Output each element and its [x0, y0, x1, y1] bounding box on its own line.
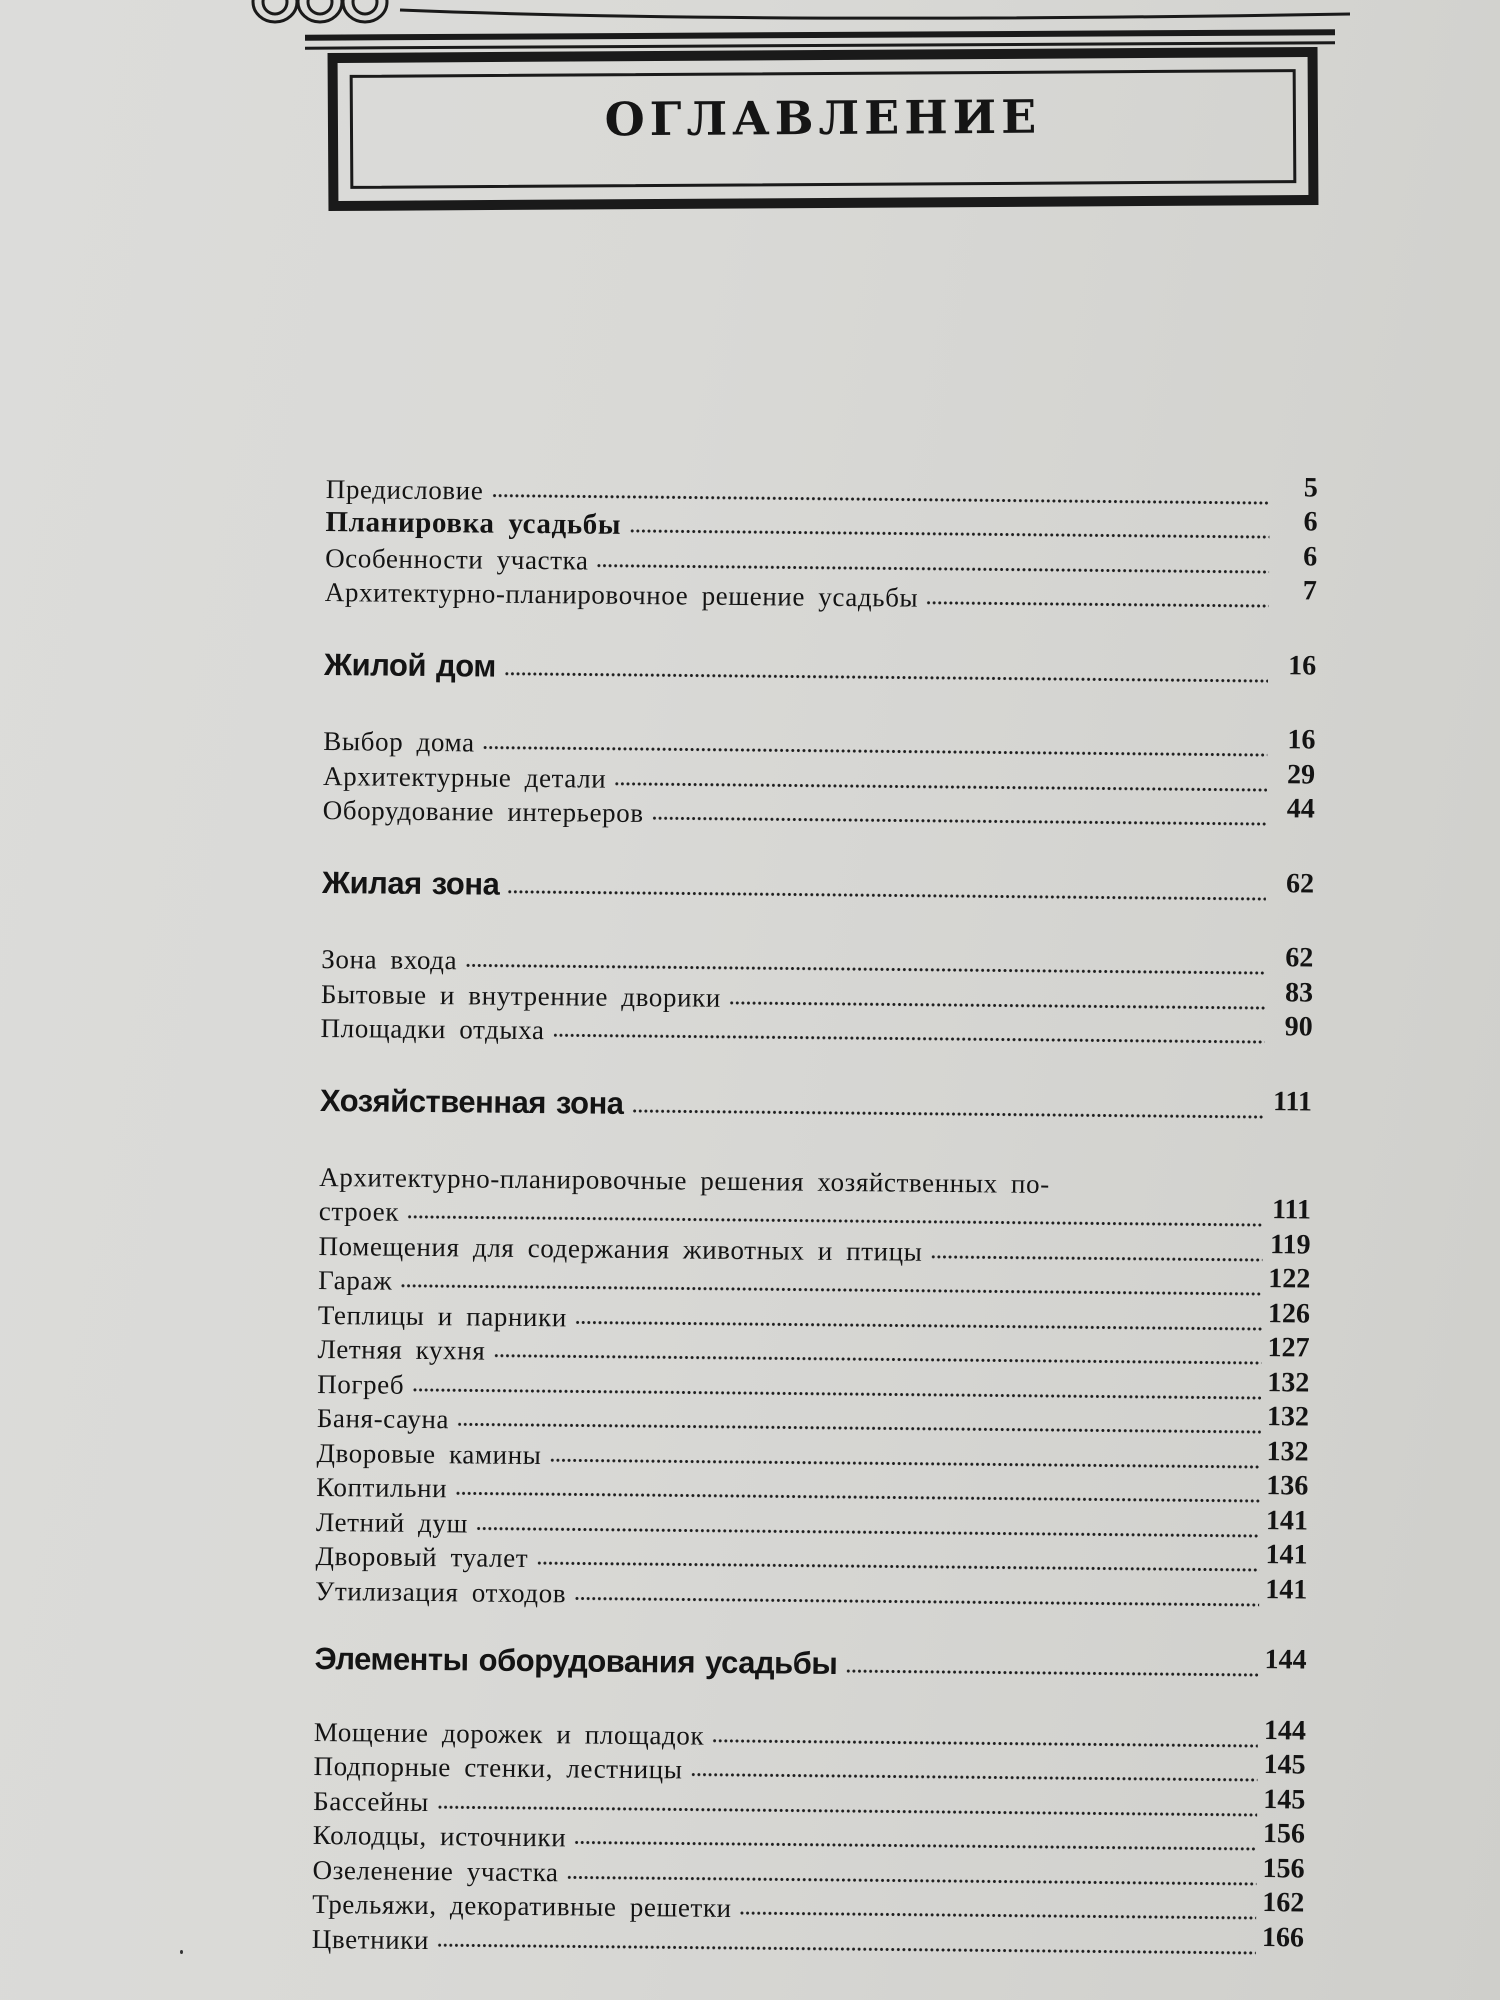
toc-entry-label: Зона входа — [321, 943, 458, 976]
toc-entry-page: 145 — [1263, 1783, 1306, 1815]
toc-entry-label: Летняя кухня — [317, 1333, 486, 1366]
toc-section-label: Жилая зона — [321, 864, 500, 902]
dot-leader — [465, 962, 1265, 976]
toc-entry-page: 83 — [1284, 976, 1314, 1008]
toc-entry-page: 156 — [1262, 1818, 1306, 1850]
dot-leader — [740, 1910, 1257, 1921]
toc-entry-page: 136 — [1266, 1470, 1309, 1502]
top-rule-thick — [305, 29, 1335, 40]
table-of-contents — [312, 470, 1318, 1964]
toc-entry-page: 5 — [1303, 471, 1319, 504]
toc-entry-page: 141 — [1265, 1504, 1309, 1536]
toc-entry-page: 166 — [1261, 1921, 1305, 1953]
toc-entry-page: 132 — [1266, 1435, 1309, 1467]
toc-entry-page: 16 — [1287, 724, 1316, 756]
dot-leader — [712, 1737, 1258, 1748]
toc-entry-label: Мощение дорожек и площадок — [313, 1716, 705, 1751]
toc-entry-label: Помещения для содержания животных и птицы — [318, 1230, 923, 1267]
toc-entry-page: 145 — [1263, 1749, 1306, 1781]
toc-entry-page: 62 — [1285, 942, 1314, 974]
toc-entry-label: Планировка усадьбы — [325, 505, 622, 541]
dot-leader — [614, 780, 1267, 792]
toc-entry-page: 6 — [1303, 506, 1318, 538]
toc-section-label: Жилой дом — [323, 646, 496, 684]
toc-entry-label: Колодцы, источники — [312, 1819, 567, 1853]
dot-leader — [926, 600, 1269, 609]
toc-entry-label: Озеленение участка — [312, 1854, 559, 1887]
toc-entry-page: 122 — [1268, 1263, 1311, 1295]
toc-entry-label: Летний душ — [315, 1506, 469, 1538]
dot-leader — [552, 1032, 1264, 1045]
toc-entry-label: Цветники — [311, 1923, 430, 1955]
toc-entry-page: 7 — [1302, 575, 1318, 607]
paper-speck — [180, 1950, 183, 1954]
title-frame-inner — [350, 69, 1297, 189]
toc-entry-page: 126 — [1267, 1297, 1311, 1329]
toc-entry-page: 144 — [1263, 1714, 1307, 1746]
toc-entry-page: 44 — [1286, 793, 1315, 825]
toc-entry-label: Архитектурные детали — [322, 760, 607, 794]
toc-entry-page: 62 — [1285, 867, 1315, 900]
toc-entry-label: Теплицы и парники — [317, 1299, 567, 1332]
toc-section-label: Элементы оборудования усадьбы — [314, 1640, 838, 1681]
toc-entry-label: Баня-сауна — [316, 1402, 450, 1435]
toc-entry-label: Гараж — [318, 1264, 393, 1296]
dot-leader — [476, 1525, 1260, 1539]
page-title: ОГЛАВЛЕНИЕ — [604, 89, 1042, 147]
toc-entry-label: Бытовые и внутренние дворики — [320, 978, 722, 1013]
dot-leader — [652, 815, 1267, 827]
toc-entry-page: 111 — [1272, 1085, 1313, 1117]
toc-entry-label: Предисловие — [325, 473, 484, 506]
toc-entry-label: строек — [318, 1195, 400, 1227]
toc-entry-page: 127 — [1267, 1332, 1310, 1364]
dot-leader — [845, 1668, 1258, 1678]
toc-entry-label: Особенности участка — [325, 542, 589, 576]
toc-section-label: Хозяйственная зона — [319, 1082, 624, 1121]
title-frame — [328, 47, 1319, 211]
dot-leader — [631, 1107, 1263, 1119]
dot-leader — [437, 1804, 1257, 1818]
toc-entry-page: 132 — [1267, 1366, 1310, 1398]
dot-leader — [504, 670, 1268, 683]
dot-leader — [412, 1386, 1261, 1400]
toc-entry-page: 132 — [1266, 1401, 1310, 1433]
dot-leader — [930, 1253, 1262, 1262]
dot-leader — [400, 1283, 1262, 1297]
toc-entry-page: 141 — [1265, 1539, 1308, 1571]
dot-leader — [596, 562, 1269, 574]
dot-leader — [549, 1457, 1260, 1470]
dot-leader — [574, 1839, 1257, 1852]
toc-entry-page: 29 — [1286, 758, 1316, 791]
dot-leader — [437, 1942, 1256, 1956]
dot-leader — [407, 1214, 1263, 1228]
top-ornament — [250, 0, 1350, 26]
toc-entry-label: Бассейны — [313, 1785, 429, 1817]
dot-leader — [457, 1421, 1261, 1435]
toc-entry-page: 16 — [1288, 649, 1317, 682]
toc-entry-label: Дворовый туалет — [315, 1540, 529, 1573]
toc-entry-label: Архитектурно-планировочные решения хозяйственных по- — [319, 1161, 1050, 1199]
dot-leader — [455, 1490, 1260, 1504]
dot-leader — [493, 1353, 1261, 1366]
toc-entry-label: Выбор дома — [323, 725, 475, 758]
dot-leader — [507, 888, 1266, 901]
dot-leader — [575, 1319, 1262, 1332]
toc-entry-label: Трельяжи, декоративные решетки — [312, 1888, 732, 1923]
dot-leader — [483, 745, 1268, 759]
dot-leader — [690, 1772, 1257, 1783]
dot-leader — [629, 528, 1269, 540]
toc-entry-page: 141 — [1265, 1573, 1308, 1605]
dot-leader — [574, 1595, 1259, 1608]
toc-entry-label: Утилизация отходов — [315, 1575, 567, 1608]
toc-entry-page: 111 — [1271, 1194, 1312, 1226]
toc-entry-page: 144 — [1264, 1644, 1307, 1676]
toc-entry-page: 90 — [1284, 1011, 1313, 1043]
toc-entry-label: Площадки отдыха — [320, 1012, 545, 1046]
toc-entry-label: Коптильни — [316, 1471, 448, 1504]
toc-entry-label: Архитектурно-планировочное решение усадьбы — [324, 576, 919, 613]
dot-leader — [729, 999, 1265, 1010]
toc-entry-label: Подпорные стенки, лестницы — [313, 1750, 683, 1785]
toc-entry-label: Оборудование интерьеров — [322, 794, 644, 829]
toc-entry-page: 156 — [1262, 1852, 1305, 1884]
dot-leader — [536, 1560, 1259, 1573]
dot-leader — [491, 492, 1269, 505]
toc-entry-page: 119 — [1269, 1228, 1311, 1260]
toc-entry-page: 162 — [1262, 1887, 1305, 1919]
toc-entry-label: Погреб — [317, 1368, 405, 1400]
toc-entry-label: Дворовые камины — [316, 1437, 542, 1470]
toc-entry-page: 6 — [1303, 540, 1318, 573]
dot-leader — [566, 1874, 1256, 1887]
